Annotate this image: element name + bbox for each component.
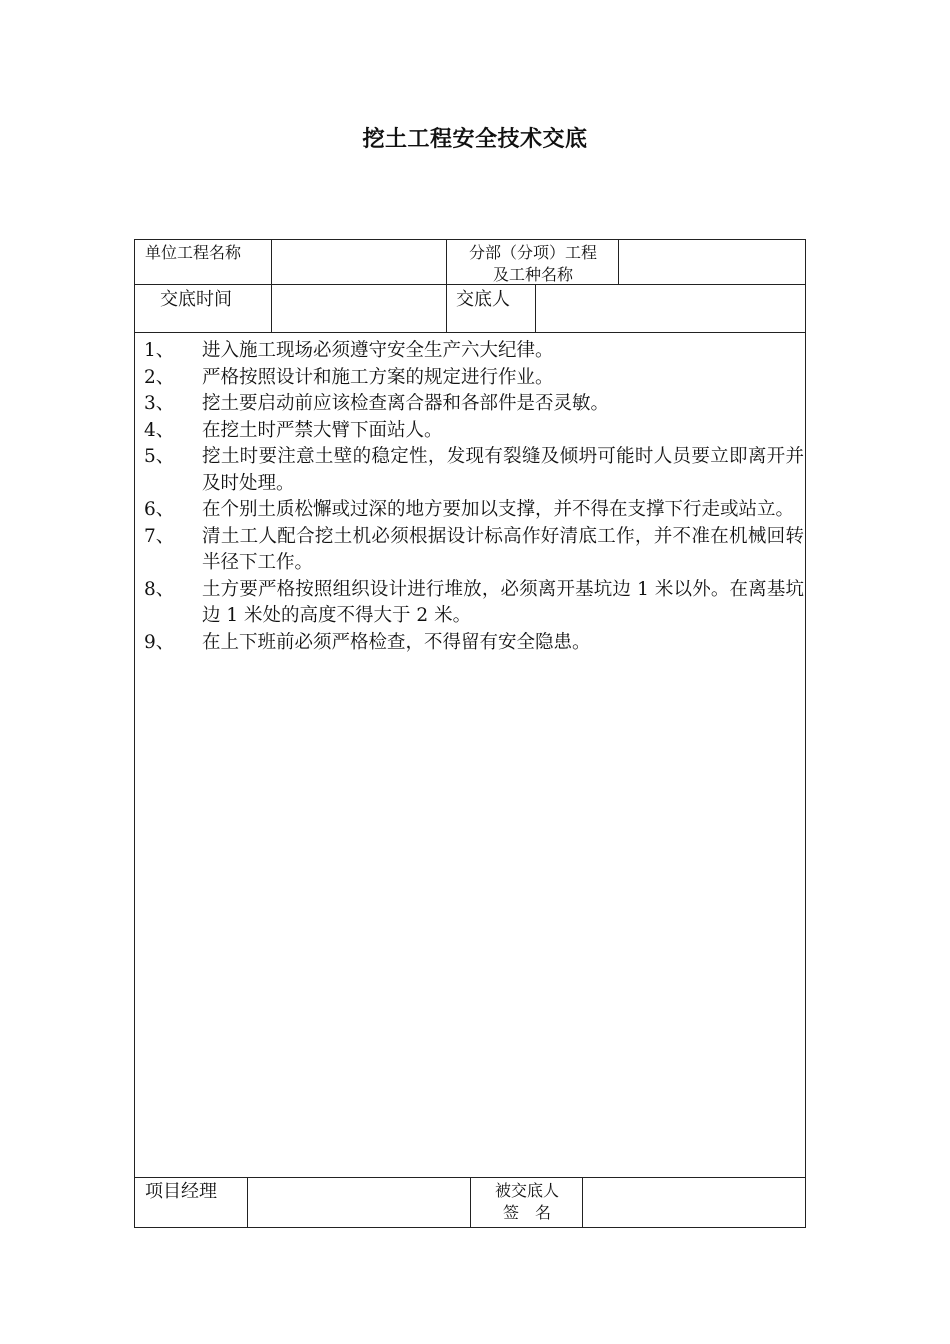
item-number: 5、	[144, 446, 175, 467]
discloser-label: 交底人	[456, 289, 510, 310]
item-number: 3、	[144, 393, 175, 414]
table-divider	[271, 284, 272, 333]
list-item	[144, 365, 804, 392]
table-divider	[618, 239, 619, 285]
table-divider	[446, 239, 447, 285]
item-text: 土方要严格按照组织设计进行堆放，必须离开基坑边 1 米以外。在离基坑边 1 米处的高度不得大于 2 米。	[202, 578, 804, 626]
safety-items-list	[144, 338, 804, 656]
table-divider	[271, 239, 272, 285]
project-manager-label: 项目经理	[145, 1181, 217, 1202]
receiver-signature-label	[474, 1180, 580, 1224]
list-item	[144, 497, 804, 524]
item-text: 在挖土时严禁大臂下面站人。	[202, 419, 443, 441]
table-divider	[582, 1177, 583, 1228]
sub-project-label	[450, 242, 616, 286]
item-number: 8、	[144, 578, 175, 600]
list-item	[144, 630, 804, 657]
item-text: 在个别土质松懈或过深的地方要加以支撑，并不得在支撑下行走或站立。	[202, 499, 795, 520]
sub-project-label-line2: 及工种名称	[492, 265, 573, 284]
list-item	[144, 391, 804, 418]
item-number: 9、	[144, 631, 175, 653]
item-number: 7、	[144, 525, 175, 547]
item-number: 6、	[144, 499, 175, 520]
item-text: 进入施工现场必须遵守安全生产六大纪律。	[202, 340, 554, 361]
document-title: 挖土工程安全技术交底	[362, 127, 588, 152]
item-text: 挖土要启动前应该检查离合器和各部件是否灵敏。	[202, 393, 610, 414]
list-item	[144, 444, 804, 497]
item-text: 严格按照设计和施工方案的规定进行作业。	[202, 366, 554, 388]
table-border-left	[134, 239, 135, 1228]
item-text: 挖土时要注意土壁的稳定性，发现有裂缝及倾坍可能时人员要立即离开并及时处理。	[202, 446, 804, 494]
table-divider	[535, 284, 536, 333]
list-item	[144, 524, 804, 577]
item-text: 在上下班前必须严格检查，不得留有安全隐患。	[202, 631, 591, 653]
unit-project-label: 单位工程名称	[145, 243, 242, 262]
table-divider	[247, 1177, 248, 1228]
list-item	[144, 418, 804, 445]
item-number: 4、	[144, 419, 175, 441]
item-number: 2、	[144, 366, 175, 388]
receiver-label-line1: 被交底人	[494, 1181, 559, 1200]
list-item	[144, 338, 804, 365]
table-border-top	[134, 239, 806, 240]
item-number: 1、	[144, 340, 175, 361]
sub-project-label-line1: 分部（分项）工程	[468, 243, 597, 262]
table-divider	[134, 332, 806, 333]
item-text: 清土工人配合挖土机必须根据设计标高作好清底工作，并不准在机械回转半径下工作。	[202, 525, 804, 573]
table-divider	[470, 1177, 471, 1228]
receiver-label-line2: 签 名	[502, 1203, 551, 1222]
list-item	[144, 577, 804, 630]
disclosure-time-label: 交底时间	[160, 289, 232, 310]
table-divider	[446, 284, 447, 333]
table-border-right	[805, 239, 806, 1228]
